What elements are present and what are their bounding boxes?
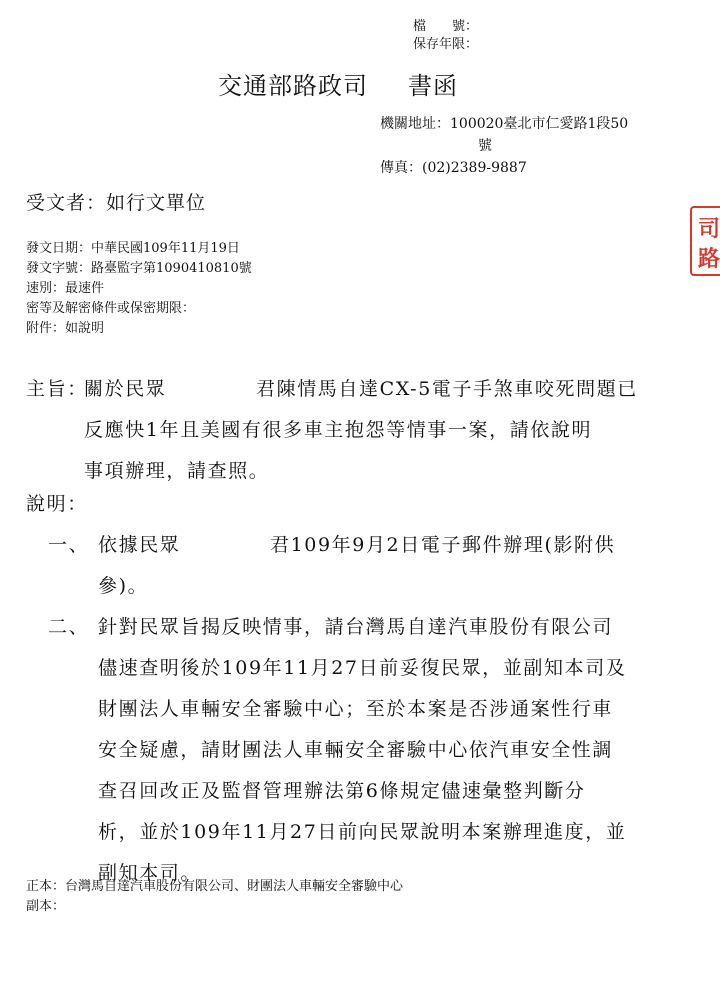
file-number-label: 檔 號： [413, 19, 479, 34]
item-number: 一、 [48, 534, 90, 556]
item-number: 二、 [48, 616, 90, 638]
secrecy-level: 密等及解密條件或保密期限： [26, 301, 196, 316]
subject-text-part2: 君陳情馬自達CX-5電子手煞車咬死問題已 [256, 378, 638, 400]
item2-line: 儘速查明後於109年11月27日前妥復民眾，並副知本司及 [98, 657, 627, 679]
explanation-label: 說明： [26, 493, 88, 515]
file-meta [413, 18, 478, 54]
attachment: 附件：如說明 [26, 321, 105, 336]
subject-line: 反應快1年且美國有很多車主抱怨等情事一案，請依說明 [84, 419, 593, 441]
agency-address: 機關地址：100020臺北市仁愛路1段50 [380, 116, 629, 132]
document-details [26, 240, 252, 340]
explanation-section [26, 489, 676, 899]
official-seal [690, 206, 720, 276]
item2-line: 針對民眾旨揭反映情事，請台灣馬自達汽車股份有限公司 [98, 616, 614, 638]
seal-mark-top: 司 [698, 216, 720, 242]
agency-fax: 傳真：(02)2389-9887 [380, 160, 527, 176]
main-recipients: 正本：台灣馬自達汽車股份有限公司、財團法人車輛安全審驗中心 [26, 879, 404, 894]
distribution [26, 878, 403, 918]
document-type: 書函 [408, 72, 458, 100]
item1-line: 參)。 [98, 575, 149, 597]
item2-line: 副知本司。 [98, 862, 202, 884]
item1-text-part2: 君109年9月2日電子郵件辦理(影附供 [270, 534, 616, 556]
agency-address-cont: 號 [478, 138, 492, 154]
subject-text-part1: 關於民眾 [84, 378, 167, 400]
document-title [218, 66, 458, 101]
subject-line: 事項辦理，請查照。 [84, 460, 270, 482]
document-number: 發文字號：路臺監字第1090410810號 [26, 261, 252, 276]
agency-info [380, 113, 680, 179]
item2-line: 財團法人車輛安全審驗中心；至於本案是否涉通案性行車 [98, 698, 614, 720]
recipient: 受文者：如行文單位 [26, 192, 207, 214]
seal-mark-bottom: 路 [698, 246, 720, 272]
item2-line: 安全疑慮，請財團法人車輛安全審驗中心依汽車安全性調 [98, 739, 614, 761]
issue-date: 發文日期：中華民國109年11月19日 [26, 241, 240, 256]
retention-label: 保存年限： [413, 37, 479, 52]
item2-line: 查召回改正及監督管理辦法第6條規定儘速彙整判斷分 [98, 780, 586, 802]
subject-label: 主旨： [26, 378, 88, 400]
copy-recipients: 副本： [26, 899, 66, 914]
item1-text-part1: 依據民眾 [98, 534, 181, 556]
agency-name: 交通部路政司 [218, 72, 368, 100]
subject-section [26, 374, 676, 497]
delivery-speed: 速別：最速件 [26, 281, 105, 296]
item2-line: 析，並於109年11月27日前向民眾說明本案辦理進度，並 [98, 821, 627, 843]
